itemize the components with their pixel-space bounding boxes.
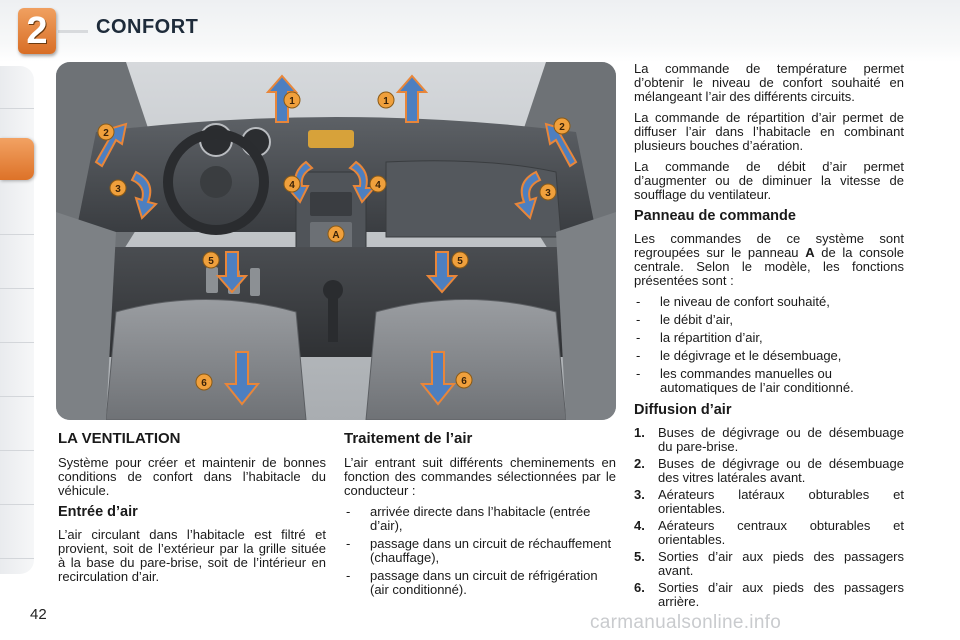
svg-text:2: 2 <box>103 128 109 139</box>
svg-text:4: 4 <box>289 180 295 191</box>
chapter-tab-3[interactable] <box>0 192 34 235</box>
chapter-tab-8[interactable] <box>0 462 34 505</box>
watermark: carmanualsonline.info <box>590 612 782 633</box>
air-diffusion-list <box>634 426 904 609</box>
callout-2-right <box>554 118 570 134</box>
section-title-control-panel: Panneau de commande <box>634 208 796 224</box>
callout-4-right <box>370 176 386 192</box>
right-text-column <box>634 62 904 612</box>
center-display <box>308 130 354 148</box>
gear-knob <box>323 280 343 300</box>
svg-text:A: A <box>332 230 340 241</box>
chapter-tab-1[interactable] <box>0 66 34 109</box>
section-title-air-diffusion: Diffusion d’air <box>634 402 732 418</box>
svg-text:4: 4 <box>375 180 381 191</box>
chapter-tab-6[interactable] <box>0 354 34 397</box>
item-number: 1. <box>634 425 645 440</box>
flow-control-text: La commande de débit d’air permet d’augmenter ou de diminuer la vitesse de soufflage du ventilateur. <box>634 159 904 202</box>
list-item <box>634 426 904 454</box>
driver-seat <box>106 300 306 421</box>
svg-text:1: 1 <box>289 96 295 107</box>
svg-text:5: 5 <box>457 256 463 267</box>
item-text: Buses de dégivrage ou de désembuage des vitres latérales avant. <box>658 456 904 485</box>
item-text: Buses de dégivrage ou de désembuage du pare-brise. <box>658 425 904 454</box>
callout-6-left <box>196 374 212 390</box>
air-entry-text: L’air circulant dans l’habitacle est filtré et provient, soit de l’extérieur par la grille située à la base du pare-brise, soit de l’intérieur en recirculation d’air. <box>58 527 326 584</box>
item-number: 5. <box>634 549 645 564</box>
chapter-number-badge: 2 <box>18 8 56 54</box>
item-text: Aérateurs latéraux obturables et orientables. <box>658 487 904 516</box>
item-number: 6. <box>634 580 645 595</box>
right-door-panel <box>556 212 616 420</box>
svg-text:2: 2 <box>559 122 565 133</box>
list-item: - le débit d’air, <box>634 313 904 327</box>
callout-4-left <box>284 176 300 192</box>
section-title-ventilation: LA VENTILATION <box>58 430 181 447</box>
control-panel-letter: A <box>805 245 815 260</box>
pedal-clutch <box>206 267 218 293</box>
page-number: 42 <box>30 606 47 623</box>
callout-2-left <box>98 124 114 140</box>
svg-text:3: 3 <box>115 184 121 195</box>
callout-3-left <box>110 180 126 196</box>
list-item: - le dégivrage et le désembuage, <box>634 349 904 363</box>
list-item <box>634 581 904 609</box>
section-title-air-treatment: Traitement de l’air <box>344 430 473 447</box>
item-text: Sorties d’air aux pieds des passagers avant. <box>658 549 904 578</box>
svg-text:6: 6 <box>201 378 207 389</box>
list-item: - le niveau de confort souhaité, <box>634 295 904 309</box>
air-treatment-intro: L’air entrant suit différents cheminements en fonction des commandes sélectionnées par le conducteur : <box>344 455 616 498</box>
page-title: CONFORT <box>96 16 199 38</box>
control-panel-intro <box>634 232 904 288</box>
left-door-panel <box>56 212 116 420</box>
callout-a-control-panel <box>328 226 344 242</box>
callout-6-right <box>456 372 472 388</box>
passenger-seat <box>366 300 566 421</box>
callout-5-right <box>452 252 468 268</box>
control-panel-intro-before: Les commandes de ce système sont regroupées sur le panneau <box>634 231 904 260</box>
callout-1-right <box>378 92 394 108</box>
list-item: - la répartition d’air, <box>634 331 904 345</box>
svg-text:3: 3 <box>545 188 551 199</box>
left-text-column <box>58 432 326 591</box>
chapter-tab-strip <box>0 66 34 574</box>
car-interior-ventilation-illustration <box>56 62 616 420</box>
chapter-tab-4[interactable] <box>0 246 34 289</box>
item-text: Sorties d’air aux pieds des passagers arrière. <box>658 580 904 609</box>
item-number: 2. <box>634 456 645 471</box>
callout-1-left <box>284 92 300 108</box>
middle-text-column <box>344 432 616 603</box>
control-panel-functions-list <box>634 295 904 395</box>
chapter-tab-5[interactable] <box>0 300 34 343</box>
ventilation-diagram-svg <box>56 62 616 420</box>
list-item <box>634 519 904 547</box>
ventilation-intro: Système pour créer et maintenir de bonnes conditions de confort dans l’habitacle du véhicule. <box>58 455 326 498</box>
temperature-control-text: La commande de température permet d’obtenir le niveau de confort souhaité en mélangeant l’air des différents circuits. <box>634 61 904 104</box>
air-treatment-list <box>344 505 616 597</box>
section-title-air-entry: Entrée d’air <box>58 504 138 520</box>
svg-text:6: 6 <box>461 376 467 387</box>
callout-5-left <box>203 252 219 268</box>
callout-3-right <box>540 184 556 200</box>
list-item <box>634 488 904 516</box>
chapter-tab-2-active[interactable] <box>0 138 34 180</box>
chapter-tab-9[interactable] <box>0 516 34 559</box>
steering-hub <box>200 166 232 198</box>
radio-unit <box>310 192 352 216</box>
control-panel-intro-after: de la console centrale. Selon le modèle, les fonctions présentées sont : <box>634 245 904 288</box>
item-text: Aérateurs centraux obturables et orientables. <box>658 518 904 547</box>
list-item: - arrivée directe dans l’habitacle (entrée d’air), <box>344 505 616 533</box>
chapter-tab-7[interactable] <box>0 408 34 451</box>
svg-text:1: 1 <box>383 96 389 107</box>
svg-text:5: 5 <box>208 256 214 267</box>
item-number: 3. <box>634 487 645 502</box>
list-item: - passage dans un circuit de réfrigération (air conditionné). <box>344 569 616 597</box>
list-item <box>634 457 904 485</box>
list-item: - passage dans un circuit de réchauffement (chauffage), <box>344 537 616 565</box>
pedal-accelerator <box>250 268 260 296</box>
distribution-control-text: La commande de répartition d’air permet de diffuser l’air dans l’habitacle en combinant plusieurs bouches d’aération. <box>634 110 904 153</box>
item-number: 4. <box>634 518 645 533</box>
header-divider <box>58 30 88 33</box>
list-item <box>634 550 904 578</box>
list-item: - les commandes manuelles ou automatiques de l’air conditionné. <box>634 367 904 395</box>
